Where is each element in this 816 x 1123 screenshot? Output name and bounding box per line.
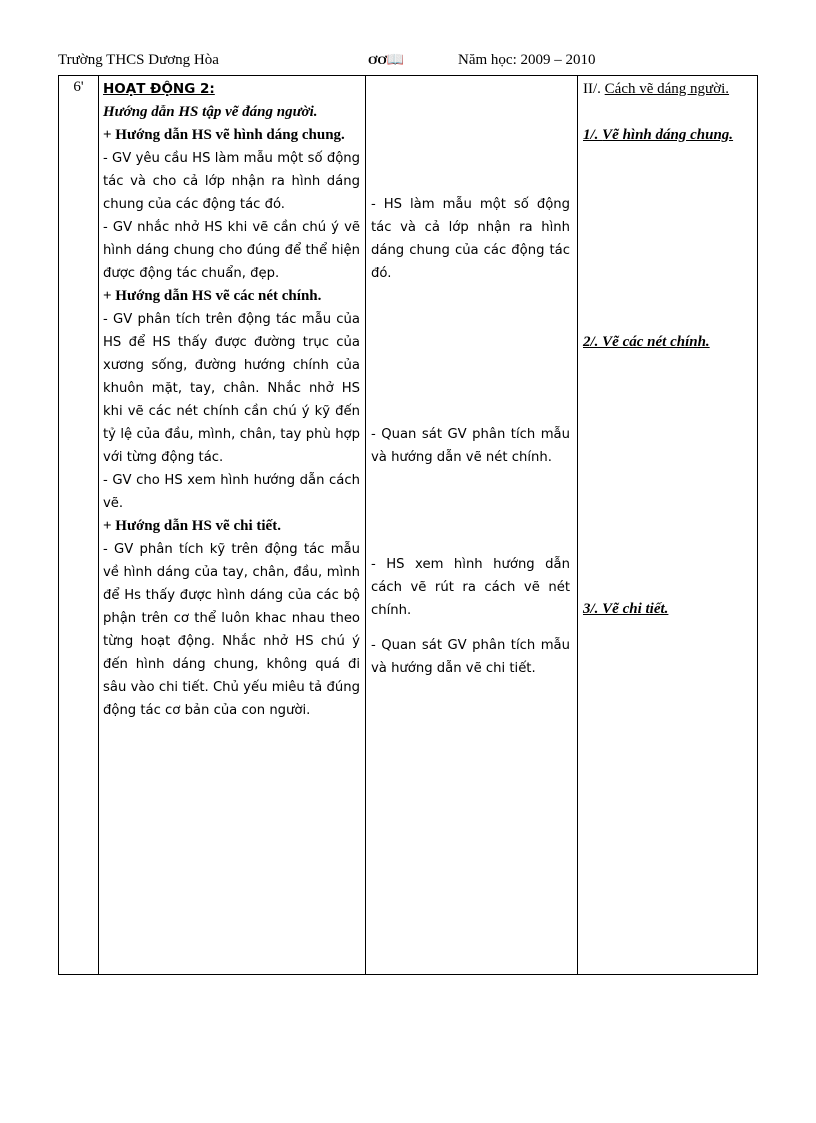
- activity-subheading: Hướng dẫn HS tập vẽ đáng người.: [103, 104, 318, 120]
- student-activity: - Quan sát GV phân tích mẫu và hướng dẫn vẽ nét chính.: [371, 427, 570, 465]
- spacer: [583, 101, 755, 124]
- spacer: [583, 354, 755, 598]
- spacer: [371, 78, 570, 193]
- step2-paragraph: - GV cho HS xem hình hướng dẫn cách vẽ.: [103, 473, 360, 511]
- item1-number: 1/.: [583, 127, 603, 143]
- spacer: [371, 622, 570, 634]
- time-cell: [59, 78, 98, 96]
- teacher-activity-cell: [103, 78, 360, 722]
- step1-paragraph: - GV yêu cầu HS làm mẫu một số động tác và cho cả lớp nhận ra hình dáng chung của các động tác đó.: [103, 151, 360, 212]
- column-divider: [577, 76, 578, 974]
- section-number: II/.: [583, 81, 605, 97]
- content-item: 3/. Vẽ chi tiết.: [583, 601, 669, 617]
- time-value: 6': [73, 79, 84, 95]
- page-header: [58, 50, 758, 70]
- school-year: Năm học: 2009 – 2010: [458, 52, 596, 68]
- step2-paragraph: - GV phân tích trên động tác mẫu của HS để HS thấy được đường trục của xương sống, đường hướng chính của khuôn mặt, tay, chân. Nhắc nhở HS khi vẽ các nét chính cần chú ý kỹ đến tỷ lệ của đầu, mình, chân, tay phù hợp với từng động tác.: [103, 312, 360, 465]
- spacer: [371, 469, 570, 553]
- step1-title: + Hướng dẫn HS vẽ hình dáng chung.: [103, 127, 345, 143]
- spacer: [583, 147, 755, 331]
- activity-heading: HOẠT ĐỘNG 2:: [103, 81, 215, 97]
- step1-paragraph: - GV nhắc nhở HS khi vẽ cần chú ý vẽ hình dáng chung cho đúng để thể hiện được động tác chuẩn, đẹp.: [103, 220, 360, 281]
- decor-letters: ƠƠ: [368, 53, 387, 67]
- spacer: [371, 285, 570, 423]
- student-activity: - Quan sát GV phân tích mẫu và hướng dẫn vẽ chi tiết.: [371, 638, 570, 676]
- content-item: 2/. Vẽ các nét chính.: [583, 334, 710, 350]
- step3-title: + Hướng dẫn HS vẽ chi tiết.: [103, 518, 281, 534]
- column-divider: [98, 76, 99, 974]
- step2-title: + Hướng dẫn HS vẽ các nét chính.: [103, 288, 322, 304]
- item1-title: Vẽ hình dáng chung.: [602, 127, 734, 143]
- section-heading: [583, 78, 755, 101]
- content-cell: [583, 78, 755, 621]
- student-activity: - HS làm mẫu một số động tác và cả lớp nhận ra hình dáng chung của các động tác đó.: [371, 197, 570, 281]
- student-activity-cell: [371, 78, 570, 680]
- school-name: Trường THCS Dương Hòa: [58, 52, 219, 68]
- step3-paragraph: - GV phân tích kỹ trên động tác mẫu về hình dáng của tay, chân, đầu, mình để Hs thấy được hình dáng của các bộ phận trên cơ thể luôn khac nhau theo từng hoạt động. Nhắc nhở HS chú ý đến hình dáng chung, không quá đi sâu vào chi tiết. Chủ yếu miêu tả đúng động tác cơ bản của con người.: [103, 542, 360, 718]
- content-item: [583, 124, 755, 147]
- column-divider: [365, 76, 366, 974]
- header-decoration: [368, 50, 404, 71]
- section-title: Cách vẽ dáng người.: [604, 81, 730, 97]
- lesson-table: [58, 75, 758, 975]
- book-icon: 📖: [386, 53, 405, 68]
- student-activity: - HS xem hình hướng dẫn cách vẽ rút ra cách vẽ nét chính.: [371, 557, 570, 618]
